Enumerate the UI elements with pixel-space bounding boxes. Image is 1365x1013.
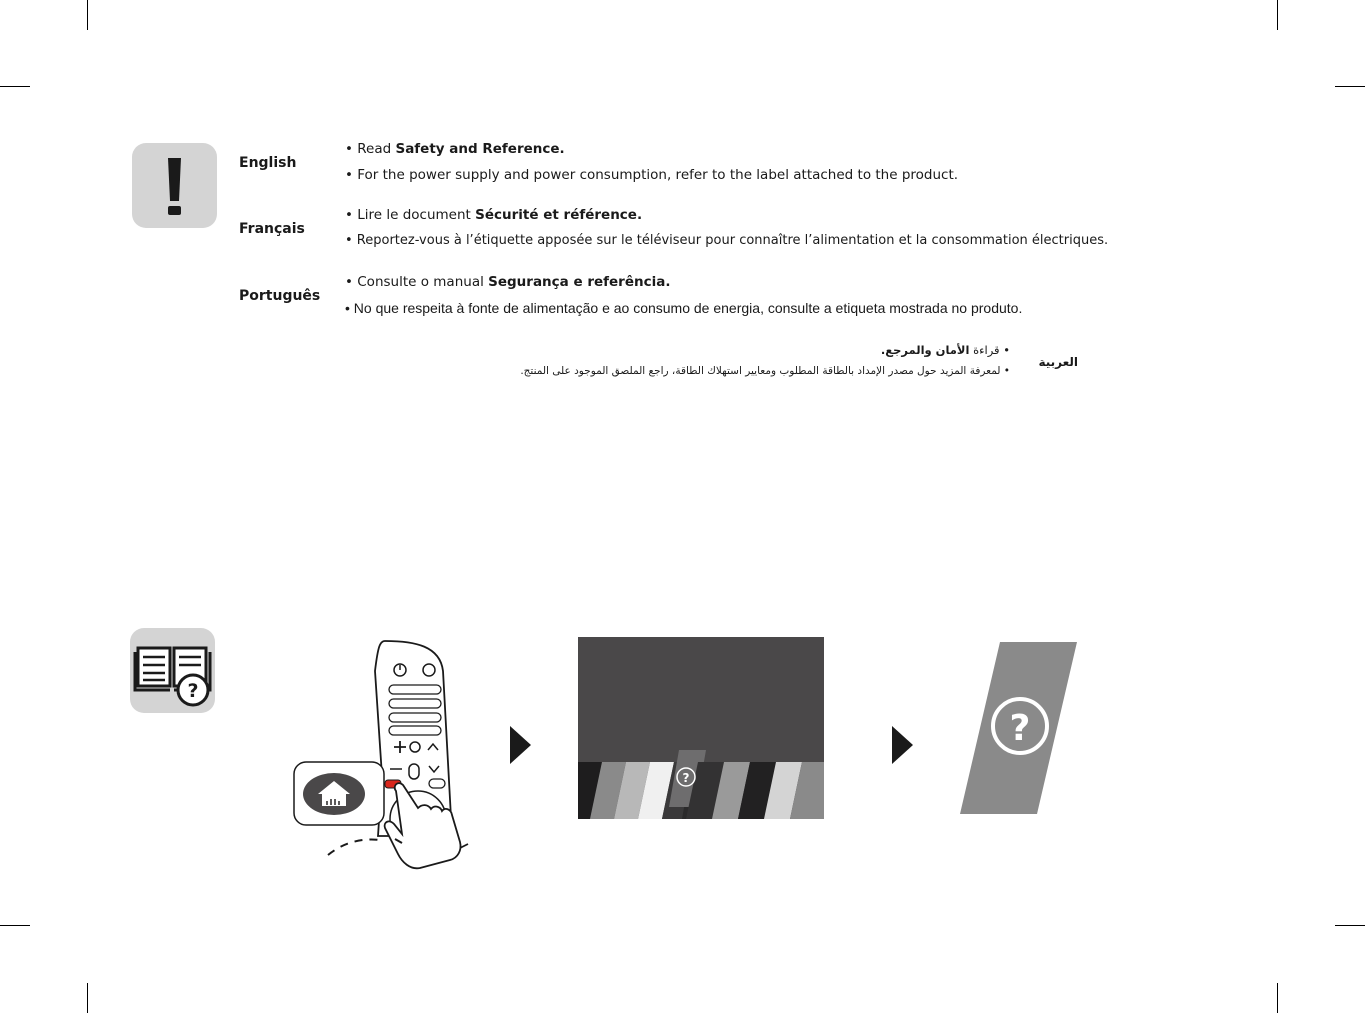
crop-mark xyxy=(1277,0,1278,30)
portuguese-line-2: • No que respeita à fonte de alimentação e ao consumo de energia, consulte a etiqueta mostrada no produto. xyxy=(345,300,1023,316)
svg-text:?: ? xyxy=(682,771,690,785)
tv-screen-illustration xyxy=(578,637,824,819)
crop-mark xyxy=(1277,983,1278,1013)
french-line-1: • Lire le document Sécurité et référence. xyxy=(345,207,643,223)
crop-mark xyxy=(0,925,30,926)
language-label-arabic: العربية xyxy=(1038,355,1078,369)
manual-help-icon xyxy=(130,628,215,713)
english-line-1: • Read Safety and Reference. xyxy=(345,141,565,157)
crop-mark xyxy=(87,983,88,1013)
arabic-line-2: • لمعرفة المزيد حول مصدر الإمداد بالطاقة المطلوب ومعايير استهلاك الطاقة، راجع الملصق الموجود على المنتج. xyxy=(520,365,1010,377)
english-line-2: • For the power supply and power consumption, refer to the label attached to the product. xyxy=(345,167,959,183)
crop-mark xyxy=(1335,86,1365,87)
svg-text:?: ? xyxy=(1009,708,1031,749)
crop-mark xyxy=(87,0,88,30)
crop-mark xyxy=(0,86,30,87)
next-step-arrow xyxy=(892,726,913,764)
language-label-portuguese: Português xyxy=(239,288,321,304)
exclamation-icon xyxy=(132,143,217,228)
language-label-french: Français xyxy=(239,221,305,237)
arabic-line-1: • قراءة الأمان والمرجع. xyxy=(880,343,1010,357)
crop-mark xyxy=(1335,925,1365,926)
question-icon xyxy=(960,642,1078,814)
svg-text:?: ? xyxy=(187,680,199,702)
language-label-english: English xyxy=(239,155,297,171)
portuguese-line-1: • Consulte o manual Segurança e referência. xyxy=(345,274,671,290)
magic-remote-icon xyxy=(290,636,475,871)
next-step-arrow xyxy=(510,726,531,764)
french-line-2: • Reportez-vous à l’étiquette apposée sur le téléviseur pour connaître l’alimentation et la consommation électriques. xyxy=(345,233,1109,248)
